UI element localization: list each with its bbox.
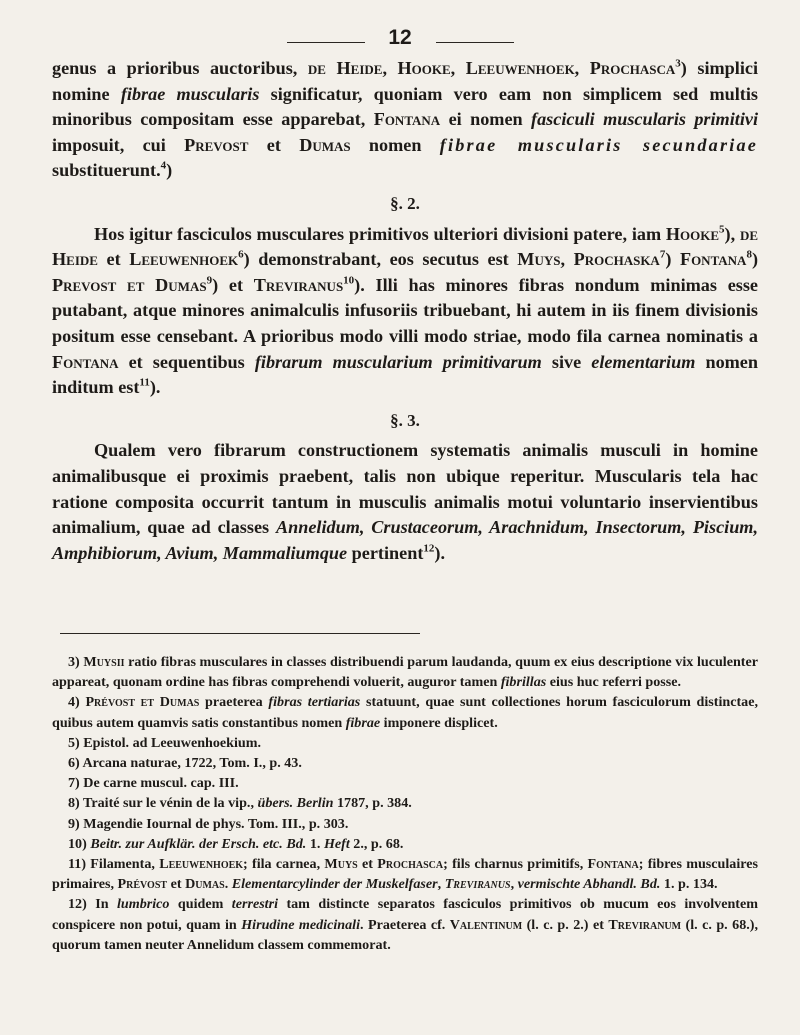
text: 8) Traité sur le vénin de la vip.,	[68, 795, 258, 812]
author-name: Leeuwenhoek	[129, 249, 239, 270]
footnote-4	[52, 692, 758, 732]
author-name: Valentinum	[449, 916, 523, 933]
text: nomen	[350, 134, 440, 155]
author-names: Prevost et Dumas	[52, 274, 207, 295]
author-name: Leeuwenhoek	[159, 856, 244, 873]
author-name: Muys	[517, 249, 561, 270]
term: Elementarcylinder der Muskelfaser	[231, 876, 438, 893]
text: et	[97, 249, 130, 270]
footnote-5: 5) Epistol. ad Leeuwenhoekium.	[68, 734, 262, 751]
page-header	[0, 26, 800, 50]
text: tam distincte separatos fasciculos primitivos ob mucum eos involventem conspicere non potui, quam in	[52, 896, 758, 933]
term: fibrillas	[500, 674, 547, 691]
text: ,	[510, 876, 518, 893]
term: Annelidum, Crustaceorum, Arachnidum, Insectorum, Piscium, Amphibiorum, Avium, Mammaliumque	[52, 517, 758, 563]
footnote-divider	[60, 633, 420, 634]
author-name: de Heide	[52, 223, 758, 270]
footnote-8	[52, 793, 758, 813]
footnote-ref[interactable]: 3	[675, 57, 681, 70]
term: fibrarum muscularium primitivarum	[254, 351, 542, 372]
author-name: Treviranum	[608, 916, 682, 933]
term: übers. Berlin	[257, 795, 334, 812]
footnote-ref[interactable]: 5	[719, 222, 725, 235]
text: et	[357, 856, 378, 873]
footnote-11	[52, 854, 758, 894]
paragraph-2	[52, 222, 758, 401]
term: Heft	[323, 835, 350, 852]
text: ) et	[212, 274, 254, 295]
text: ,	[560, 249, 574, 270]
author-names: Prévost et Dumas	[85, 694, 200, 711]
text: ).	[149, 377, 161, 398]
footnote-ref[interactable]: 4	[160, 159, 167, 172]
text: ).	[434, 542, 445, 563]
text: genus a prioribus auctoribus,	[52, 58, 308, 78]
author-name: Treviranus	[253, 274, 344, 295]
author-name: Prévost	[117, 876, 168, 893]
text: imponere displicet.	[380, 714, 498, 731]
text: ; fils charnus primitifs,	[443, 856, 588, 873]
text: ei nomen	[440, 109, 532, 130]
footnote-ref[interactable]: 11	[139, 376, 150, 389]
paragraph-1	[52, 56, 758, 184]
text: ratio fibras musculares in classes distribuendi parum laudanda, quum ex eius descriptione vix luculenter appareat, quonam ordine has fibras comprehendi voluerit, auguror tamen	[52, 654, 759, 691]
text: 11) Filamenta,	[68, 856, 160, 873]
text: substituerunt.	[52, 160, 161, 181]
text: quidem	[169, 896, 232, 913]
section-heading: §. 2.	[390, 193, 420, 213]
footnote-ref[interactable]: 8	[746, 248, 752, 261]
footnote-ref[interactable]: 10	[343, 274, 355, 287]
author-name: Hooke	[665, 223, 720, 244]
text: 2., p. 68.	[349, 835, 404, 852]
author-name: Treviranus	[444, 876, 511, 893]
footnotes	[52, 652, 758, 955]
footnote-3	[52, 652, 758, 692]
text: sive	[541, 351, 592, 372]
text: (l. c. p. 68.), quorum tamen neuter Annelidum classem commemorat.	[52, 916, 758, 953]
text: 1787, p. 384.	[333, 795, 412, 812]
term: lumbrico	[117, 896, 170, 913]
author-name: Dumas	[299, 134, 351, 155]
term: fibrae muscularis secundariae	[439, 134, 758, 155]
footnote-ref[interactable]: 9	[206, 274, 213, 287]
term: Hirudine medicinali	[241, 916, 360, 933]
footnote-number: 3)	[68, 654, 80, 670]
author-name: Fontana	[52, 351, 119, 372]
author-name: Prevost	[184, 134, 249, 155]
footnote-number: 4)	[68, 694, 80, 711]
term: fasciculi muscularis primitivi	[531, 109, 758, 130]
author-name: Prochasca	[377, 856, 444, 873]
text: 1. p. 134.	[660, 876, 718, 893]
text: Qualem vero fibrarum constructionem systematis animalis musculi in homine animalibusque ei proximis praebent, talis non ubique reperitur. Muscularis tela hac ratione composita occurrit tantum in musculis animalis motui voluntario inservientibus animalium, quae ad classes	[52, 440, 758, 538]
author-name: Fontana	[587, 856, 639, 873]
header-rule-left	[287, 42, 365, 43]
text: et	[248, 134, 300, 155]
footnote-ref[interactable]: 12	[423, 542, 435, 554]
text: 1.	[306, 835, 324, 852]
term: vermischte Abhandl. Bd.	[517, 876, 661, 893]
text: (l. c. p. 2.) et	[522, 916, 609, 933]
text: ) simplici nomine	[52, 58, 759, 104]
term: terrestri	[231, 896, 278, 913]
footnote-ref[interactable]: 6	[238, 248, 244, 261]
text: ,	[437, 876, 445, 893]
footnote-6: 6) Arcana naturae, 1722, Tom. I., p. 43.	[68, 755, 302, 772]
text: pertinent	[347, 542, 424, 563]
author-names: de Heide, Hooke, Leeuwenhoek, Prochasca	[307, 58, 676, 78]
paragraph-3	[52, 438, 758, 566]
text: et	[167, 876, 186, 893]
term: Beitr. zur Aufklär. der Ersch. etc. Bd.	[90, 835, 307, 852]
text: et sequentibus	[118, 351, 255, 372]
text: praeterea	[199, 694, 269, 711]
author-name: Fontana	[373, 109, 441, 130]
text: 12) In	[68, 896, 117, 913]
text: nomen inditum est	[52, 351, 758, 398]
author-name: Muys	[324, 856, 358, 873]
text: Hos igitur fasciculos musculares primitivos ulteriori divisioni patere, iam	[94, 223, 666, 244]
text: ; fibres musculaires primaires,	[52, 856, 758, 893]
term: fibrae	[345, 714, 381, 731]
author-name: Muysii	[83, 654, 125, 670]
text: 10)	[68, 835, 91, 852]
text: statuunt, quae sunt collectiones horum fasciculorum distinctae, quibus autem quamvis satis constantibus nomen	[52, 694, 758, 731]
text: imposuit, cui	[52, 134, 185, 155]
text: ). Illi has minores fibras nondum minimas esse putabant, atque minores animalculis infusoriis tribuebant, hi autem in iis finem divisionis positum esse censebant. A prioribus modo villi modo striae, modo fila carnea nominatis a	[52, 274, 759, 346]
author-name: Prochaska	[573, 249, 660, 270]
footnote-12	[52, 894, 758, 955]
footnote-7: 7) De carne muscul. cap. III.	[68, 775, 239, 792]
section-heading: §. 3.	[390, 410, 420, 430]
author-name: Dumas	[185, 876, 225, 893]
text: )	[665, 249, 680, 270]
term: fibrae muscularis	[120, 83, 260, 104]
footnote-9: 9) Magendie Iournal de phys. Tom. III., p. 303.	[68, 815, 349, 832]
term: elementarium	[591, 351, 696, 372]
text: . Praeterea cf.	[359, 916, 450, 933]
page-number: 12	[388, 26, 412, 49]
text: )	[166, 160, 173, 181]
text: significatur, quoniam vero eam non simplicem sed multis minoribus compositam esse apparebat,	[52, 83, 758, 130]
text: )	[751, 249, 758, 270]
text: .	[224, 876, 232, 893]
header-rule-right	[436, 42, 514, 43]
text: eius huc referri posse.	[546, 674, 682, 691]
text: ) demonstrabant, eos secutus est	[243, 249, 518, 270]
footnote-10	[52, 834, 758, 854]
term: fibras tertiarias	[268, 694, 361, 711]
author-name: Fontana	[679, 249, 747, 270]
footnote-ref[interactable]: 7	[659, 248, 666, 261]
text: ),	[724, 223, 740, 244]
main-text	[52, 56, 758, 566]
text: ; fila carnea,	[243, 856, 325, 873]
